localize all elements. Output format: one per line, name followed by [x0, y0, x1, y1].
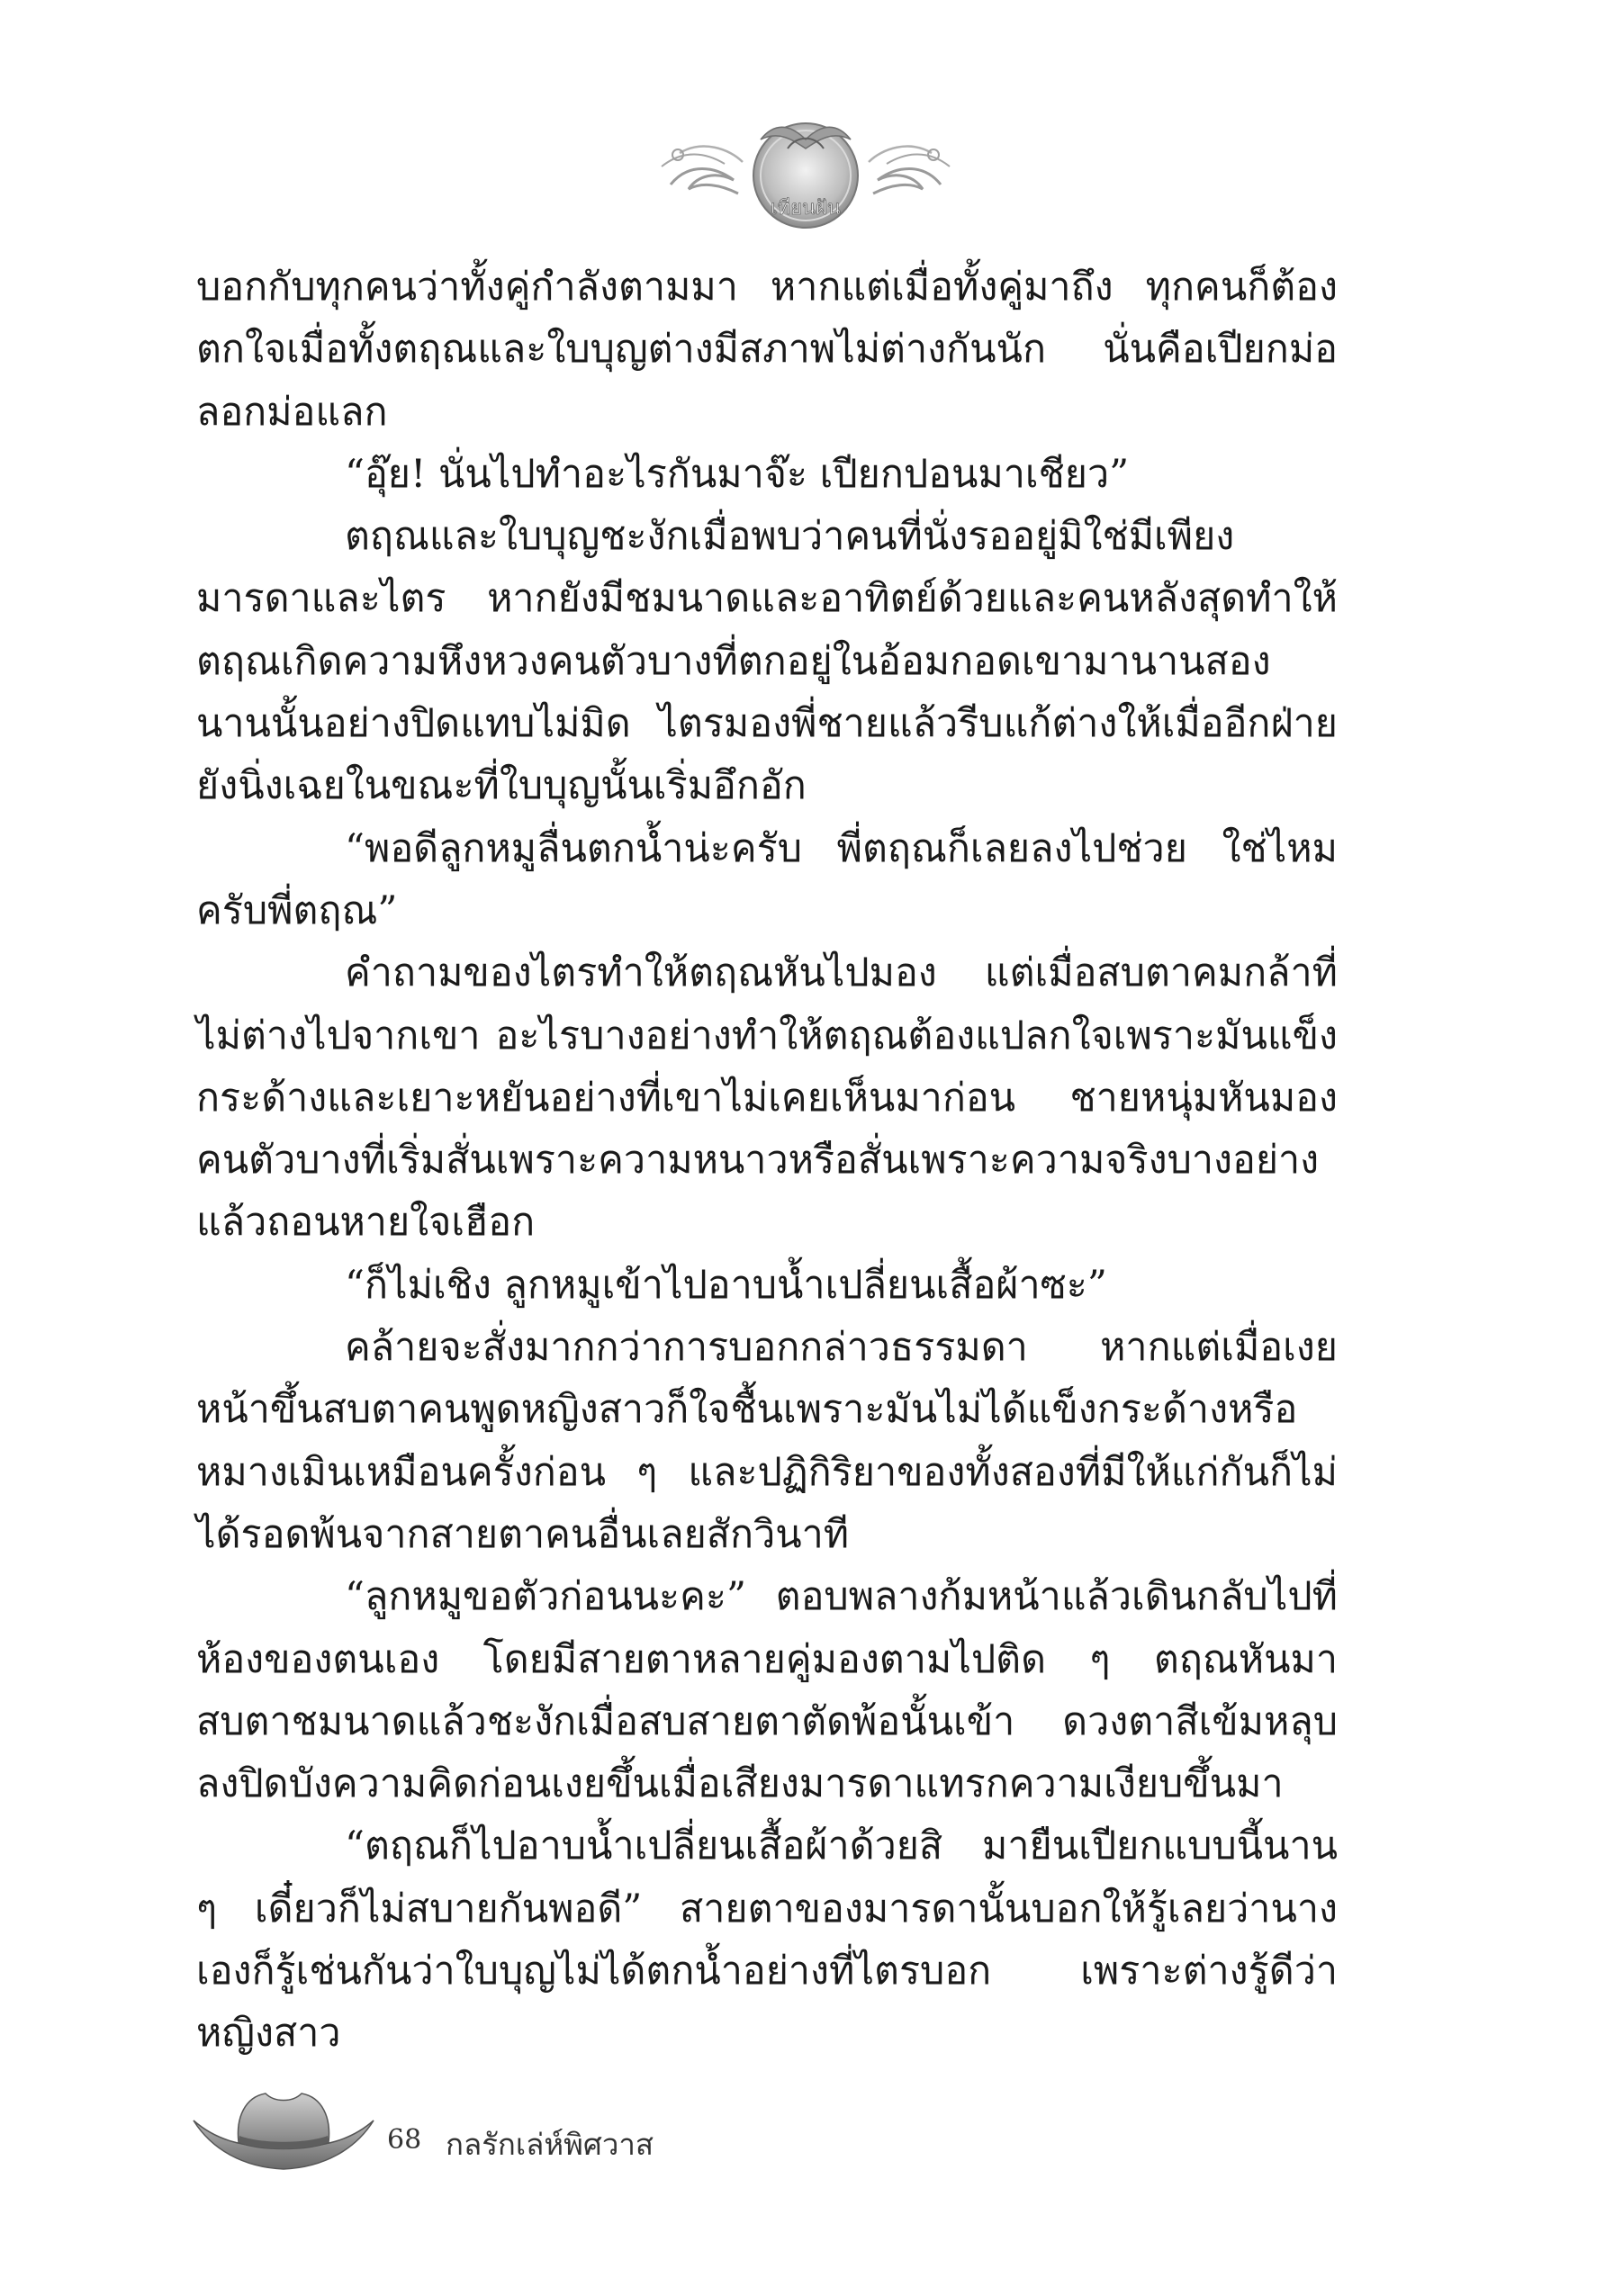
paragraph: คำถามของไตรทำให้ตฤณหันไปมอง แต่เมื่อสบตาคมกล้าที่ไม่ต่างไปจากเขา อะไรบางอย่างทำให้ตฤณต้องแปลกใจเพราะมันแข็งกระด้างและเยาะหยันอย่างที่เขาไม่เคยเห็นมาก่อน ชายหนุ่มหันมองคนตัวบางที่เริ่มสั่นเพราะความหนาวหรือสั่นเพราะความจริงบางอย่างแล้วถอนหายใจเฮือก [196, 950, 1338, 1246]
paragraph: บอกกับทุกคนว่าทั้งคู่กำลังตามมา หากแต่เมื่อทั้งคู่มาถึง ทุกคนก็ต้องตกใจเมื่อทั้งตฤณและใบบุญต่างมีสภาพไม่ต่างกันนัก นั่นคือเปียกม่อลอกม่อแลก [196, 265, 1338, 435]
ornament-text: เทียนฝัน [771, 197, 841, 220]
book-title: กลรักเล่ห์พิศวาส [446, 2127, 654, 2162]
paragraph: คล้ายจะสั่งมากกว่าการบอกกล่าวธรรมดา หากแต่เมื่อเงยหน้าขึ้นสบตาคนพูดหญิงสาวก็ใจชื้นเพราะมันไม่ได้แข็งกระด้างหรือหมางเมินเหมือนครั้งก่อน ๆ และปฏิกิริยาของทั้งสองที่มีให้แก่กันก็ไม่ได้รอดพ้นจากสายตาคนอื่นเลยสักวินาที [196, 1325, 1338, 1557]
page-number: 68 [387, 2124, 422, 2156]
paragraph: “พอดีลูกหมูลื่นตกน้ำน่ะครับ พี่ตฤณก็เลยลงไปช่วย ใช่ไหมครับพี่ตฤณ” [196, 825, 1338, 933]
page-footer [189, 2086, 819, 2194]
paragraph: “ลูกหมูขอตัวก่อนนะคะ” ตอบพลางก้มหน้าแล้วเดินกลับไปที่ห้องของตนเอง โดยมีสายตาหลายคู่มองตามไปติด ๆ ตฤณหันมาสบตาชมนาดแล้วชะงักเมื่อสบสายตาตัดพ้อนั้นเข้า ดวงตาสีเข้มหลุบลงปิดบังความคิดก่อนเงยขึ้นเมื่อเสียงมารดาแทรกความเงียบขึ้นมา [196, 1574, 1338, 1807]
paragraph: ตฤณและใบบุญชะงักเมื่อพบว่าคนที่นั่งรออยู่มิใช่มีเพียงมารดาและไตร หากยังมีชมนาดและอาทิตย์ด้วยและคนหลังสุดทำให้ตฤณเกิดความหึงหวงคนตัวบางที่ตกอยู่ในอ้อมกอดเขามานานสองนานนั้นอย่างปิดแทบไม่มิด ไตรมองพี่ชายแล้วรีบแก้ต่างให้เมื่ออีกฝ่ายยังนิ่งเฉยในขณะที่ใบบุญนั้นเริ่มอึกอัก [196, 514, 1338, 809]
cowboy-hat-icon [189, 2086, 378, 2185]
paragraph: “อุ๊ย! นั่นไปทำอะไรกันมาจ๊ะ เปียกปอนมาเชียว” [345, 451, 1130, 497]
header-ornament-icon [653, 99, 959, 234]
paragraph: “ก็ไม่เชิง ลูกหมูเข้าไปอาบน้ำเปลี่ยนเสื้อผ้าซะ” [345, 1262, 1107, 1308]
paragraph: “ตฤณก็ไปอาบน้ำเปลี่ยนเสื้อผ้าด้วยสิ มายืนเปียกแบบนี้นาน ๆ เดี๋ยวก็ไม่สบายกันพอดี” สายตาของมารดานั้นบอกให้รู้เลยว่านางเองก็รู้เช่นกันว่าใบบุญไม่ได้ตกน้ำอย่างที่ไตรบอก เพราะต่างรู้ดีว่าหญิงสาว [196, 1823, 1338, 2057]
body-text [196, 257, 1338, 2066]
